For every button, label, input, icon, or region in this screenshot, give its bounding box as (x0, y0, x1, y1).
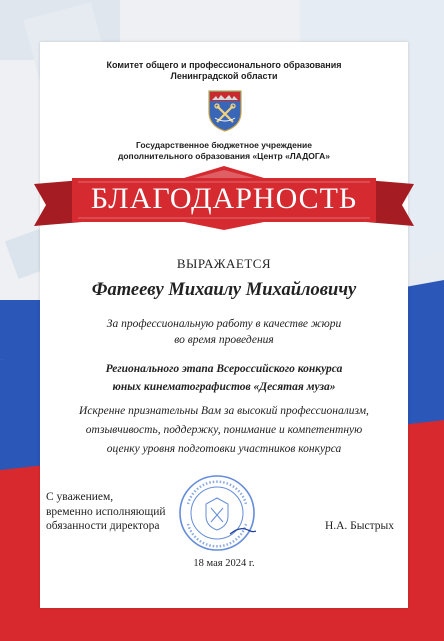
issue-date: 18 мая 2024 г. (193, 558, 255, 569)
committee-line1: Комитет общего и профессионального образования (106, 60, 342, 70)
committee-line2: Ленинградской области (170, 71, 278, 81)
institution-line2: дополнительного образования «Центр «ЛАДОГА» (117, 150, 331, 161)
signature-line3: обязанности директора (46, 520, 160, 532)
title-ribbon (34, 160, 414, 230)
event-line2: юных кинематографистов «Десятая муза» (112, 381, 336, 393)
signature-block (46, 490, 166, 534)
certificate-paper (40, 42, 408, 608)
leningrad-oblast-coat-of-arms-icon (208, 90, 242, 132)
signature-line2: временно исполняющий (46, 505, 166, 518)
expressed-label: ВЫРАЖАЕТСЯ (176, 256, 272, 271)
body-line1: За профессиональную работу в качестве жюри (106, 318, 342, 330)
institution-line1: Государственное бюджетное учреждение (136, 140, 312, 150)
certificate-title: БЛАГОДАРНОСТЬ (90, 182, 358, 215)
event-line1: Регионального этапа Всероссийского конкурса (105, 363, 343, 375)
thanks-line2: отзывчивость, поддержку, понимание и компетентную (85, 424, 363, 436)
director-name: Н.А. Быстрых (324, 520, 394, 532)
recipient-name: Фатееву Михаилу Михайловичу (91, 280, 357, 300)
body-line2: во время проведения (174, 334, 274, 346)
signature-line1: С уважением, (46, 491, 114, 503)
thanks-line3: оценку уровня подготовки участников конкурса (106, 443, 342, 455)
official-stamp-icon (178, 474, 256, 552)
thanks-line1: Искренне признательны Вам за высокий профессионализм, (79, 405, 369, 417)
